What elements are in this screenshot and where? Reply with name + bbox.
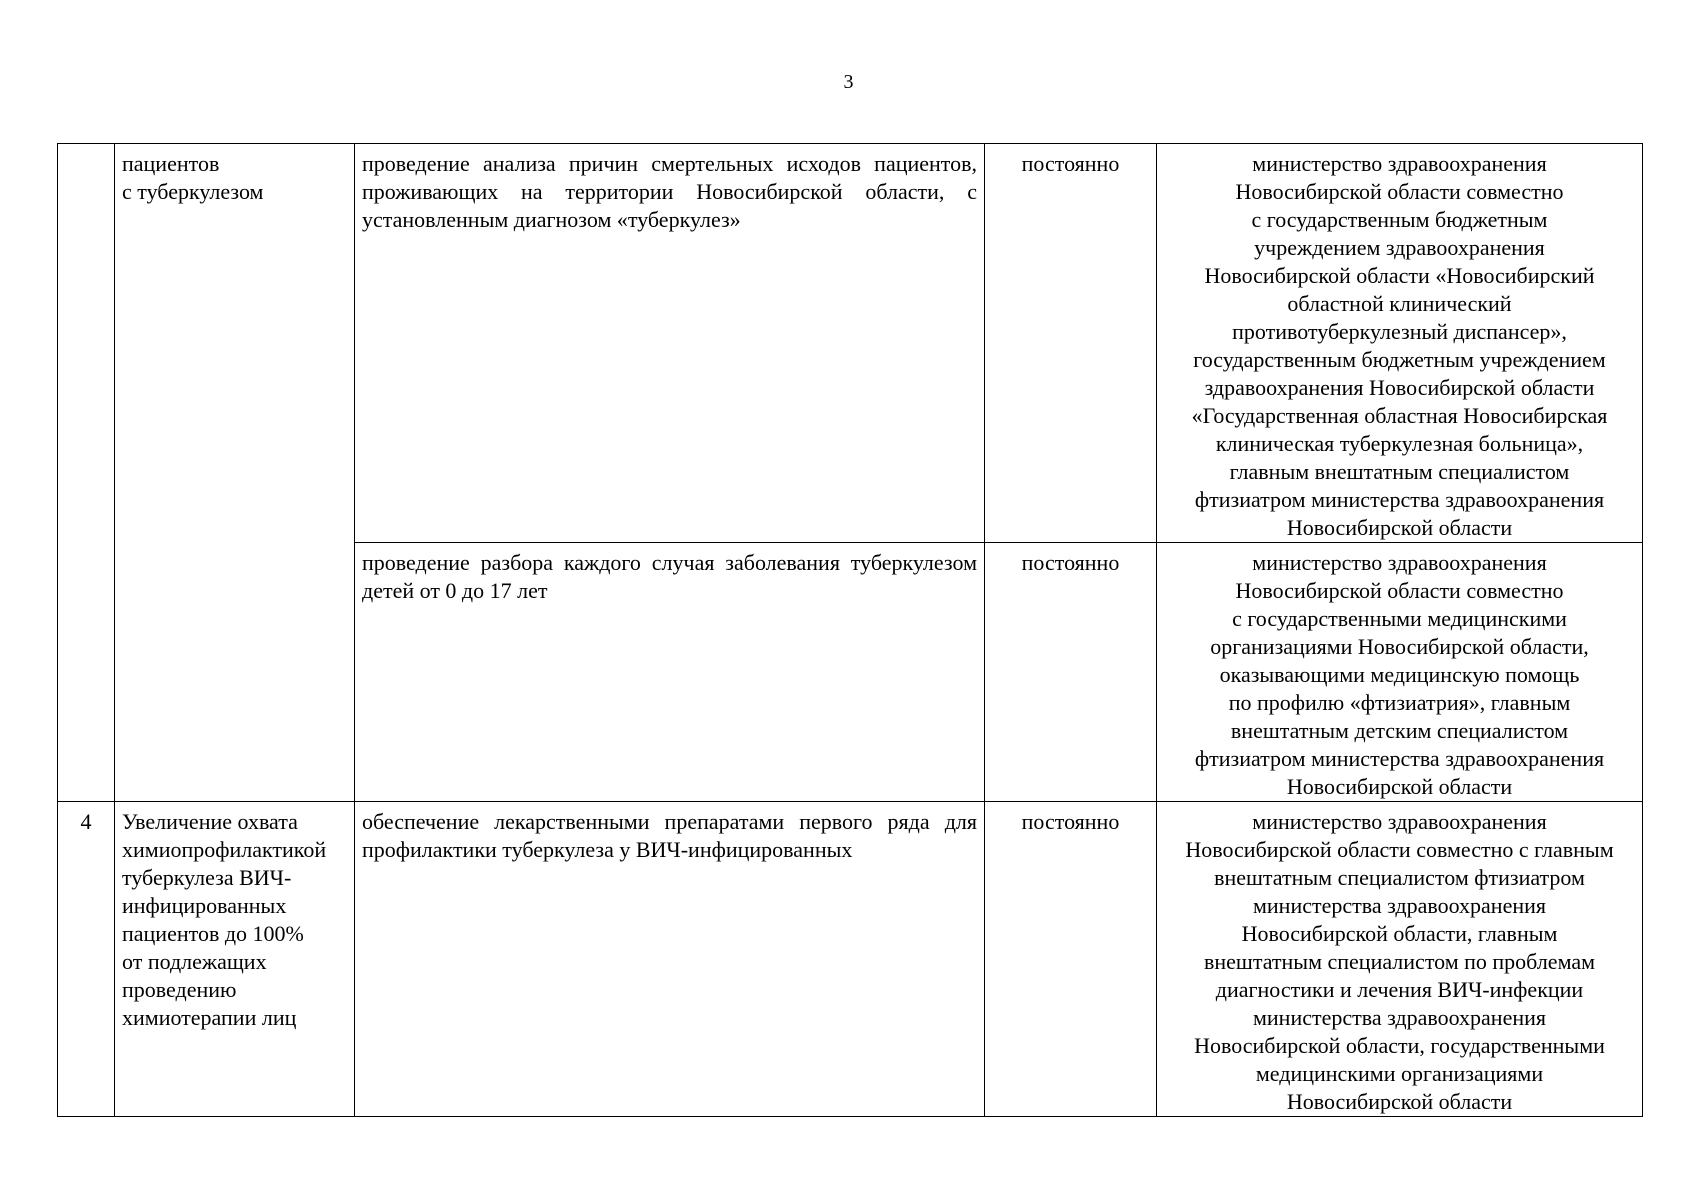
action-cell: проведение разбора каждого случая заболевания туберкулезом детей от 0 до 17 лет bbox=[355, 543, 985, 802]
page-number: 3 bbox=[843, 71, 854, 93]
table-row bbox=[58, 144, 1643, 543]
term-cell: постоянно bbox=[985, 144, 1157, 543]
responsible-cell: министерство здравоохранения Новосибирской области совместно с государственными медицинскими организациями Новосибирской области, оказывающими медицинскую помощь по профилю «фтизиатрия», главным внештатным детским специалистом фтизиатром министерства здравоохранения Новосибирской области bbox=[1157, 543, 1643, 802]
table-row bbox=[58, 802, 1643, 1117]
responsible-cell: министерство здравоохранения Новосибирской области совместно с государственным бюджетным учреждением здравоохранения Новосибирской области «Новосибирский областной клинический противотуберкулезный диспансер», государственным бюджетным учреждением здравоохранения Новосибирской области «Государственная областная Новосибирская клиническая туберкулезная больница», главным внештатным специалистом фтизиатром министерства здравоохранения Новосибирской области bbox=[1157, 144, 1643, 543]
task-cell: пациентов с туберкулезом bbox=[115, 144, 355, 802]
row-number-cell: 4 bbox=[58, 802, 115, 1117]
action-cell: обеспечение лекарственными препаратами первого ряда для профилактики туберкулеза у ВИЧ-инфицированных bbox=[355, 802, 985, 1117]
term-cell: постоянно bbox=[985, 802, 1157, 1117]
responsible-cell: министерство здравоохранения Новосибирской области совместно с главным внештатным специалистом фтизиатром министерства здравоохранения Новосибирской области, главным внештатным специалистом по проблемам диагностики и лечения ВИЧ-инфекции министерства здравоохранения Новосибирской области, государственными медицинскими организациями Новосибирской области bbox=[1157, 802, 1643, 1117]
action-cell: проведение анализа причин смертельных исходов пациентов, проживающих на территории Новосибирской области, с установленным диагнозом «туберкулез» bbox=[355, 144, 985, 543]
measures-table bbox=[57, 143, 1643, 1117]
task-cell: Увеличение охвата химиопрофилактикой туберкулеза ВИЧ- инфицированных пациентов до 100% от подлежащих проведению химиотерапии лиц bbox=[115, 802, 355, 1117]
row-number-cell bbox=[58, 144, 115, 802]
term-cell: постоянно bbox=[985, 543, 1157, 802]
